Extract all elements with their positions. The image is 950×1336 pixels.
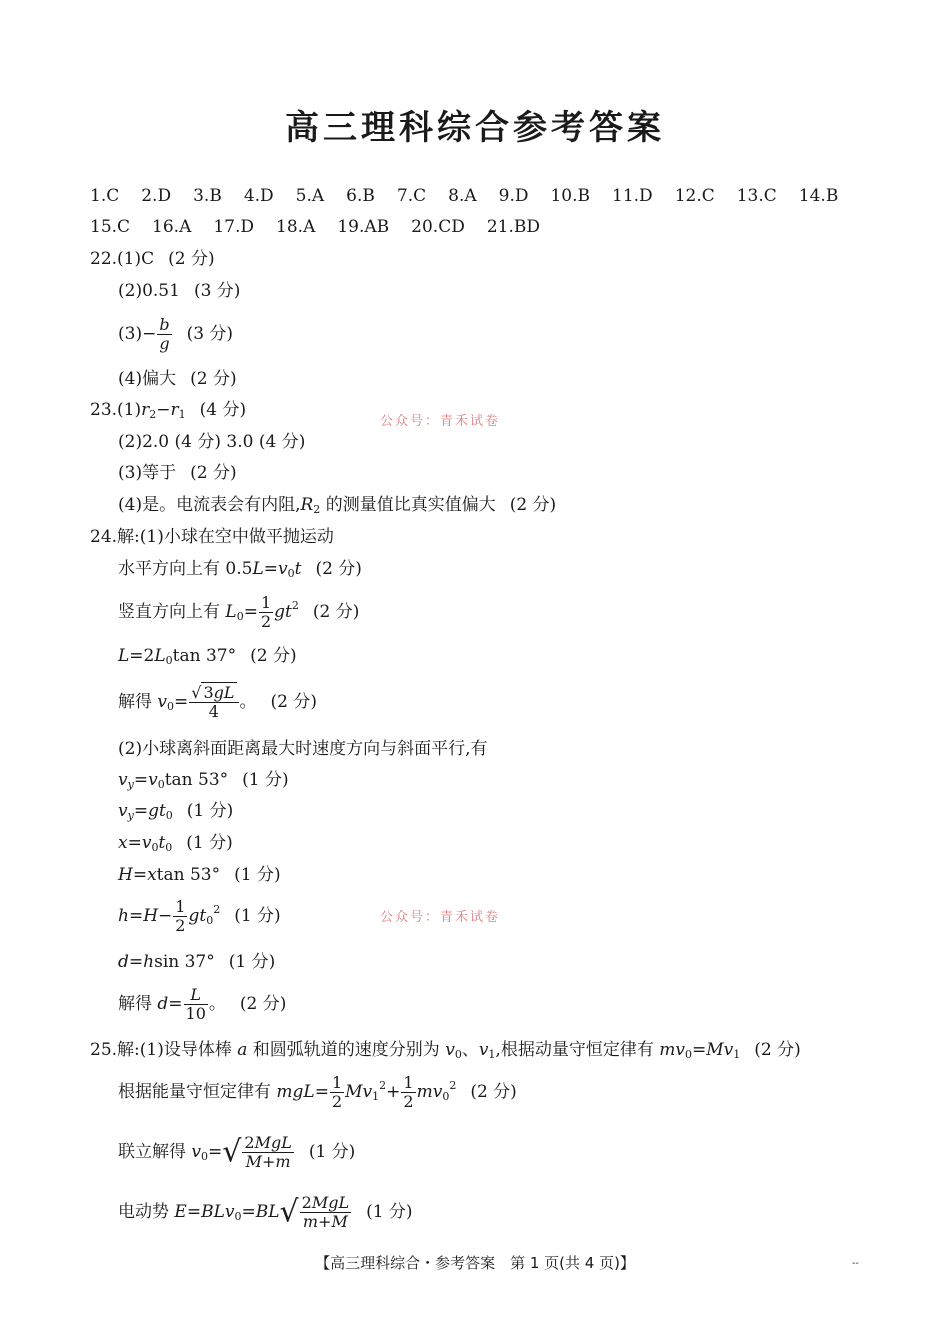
mc-answer: 11.D: [612, 186, 653, 206]
mc-answer: 7.C: [396, 186, 427, 206]
q22-part2: (2)0.51 (3 分): [118, 281, 241, 301]
page-title: 高三理科综合参考答案: [285, 108, 665, 148]
q23-part2: (2)2.0 (4 分) 3.0 (4 分): [118, 432, 306, 452]
q24-eq-d: d=hsin 37° (1 分): [118, 952, 276, 972]
q24-eq-vy1: $v_y=v_0\tan$ 53° (1 分): [118, 770, 289, 791]
mc-answer: 16.A: [152, 217, 192, 237]
score: (2 分): [239, 994, 287, 1014]
mc-answer: 3.B: [193, 186, 222, 206]
q23-part1: $23.(1)r_2-r_1$ (4 分): [90, 400, 247, 421]
q24-eq-h: h=H− $\frac{1}{2}$ $gt_0^2$ (1 分): [118, 897, 281, 935]
q25-energy: 根据能量守恒定律有 mgL= $\frac{1}{2}$ $Mv_1^2+$ $\frac{1}{2}$ $mv_0^2$ (2 分): [118, 1073, 517, 1111]
score: (2 分): [270, 692, 318, 712]
mc-answer: 19.AB: [337, 217, 390, 237]
q22-part3: (3)− $\frac{b}{g}$ (3 分): [118, 315, 234, 353]
fraction: $\frac{1}{2}$: [403, 1073, 414, 1111]
mc-answer: 9.D: [498, 186, 529, 206]
score: (2 分): [470, 1082, 517, 1102]
score: (1 分): [234, 906, 281, 926]
fraction: $\frac{√ 3gL}{4}$: [189, 684, 238, 721]
q24-eq-x: $x=v_0t_0$ (1 分): [118, 833, 233, 854]
q24-result-d: 解得 d= $\frac{L}{10}$ 。 (2 分): [118, 985, 287, 1023]
fraction: $\frac{L}{10}$: [185, 985, 206, 1023]
fraction: $\frac{b}{g}$: [159, 315, 170, 353]
score: (3 分): [186, 324, 234, 344]
score: (2 分): [168, 249, 215, 269]
square-root: √ $\frac{\text{2MgL}}{m+M}$: [279, 1193, 350, 1231]
mc-answer: 13.C: [736, 186, 777, 206]
footer-mark: --: [852, 1258, 859, 1269]
score: (3 分): [193, 281, 241, 301]
score: (2 分): [754, 1040, 801, 1060]
mc-answer: 8.A: [448, 186, 477, 206]
q24-eq-H: H=xtan 53° (1 分): [118, 865, 281, 885]
watermark: 公众号：青禾试卷: [380, 414, 501, 429]
q24-eq-length: $L=2L_0\tan$ 37° (2 分): [118, 646, 297, 667]
score: (2 分): [312, 602, 360, 622]
mc-answer: 2.D: [141, 186, 172, 206]
mc-answer: 1.C: [90, 186, 120, 206]
score: (4 分): [199, 400, 247, 420]
page-footer: 【高三理科综合・参考答案 第 1 页(共 4 页)】: [315, 1254, 635, 1272]
score: (2 分): [250, 646, 297, 666]
fraction: $\frac{1}{2}$: [331, 1073, 343, 1111]
q25-momentum: 25.解:(1)设导体棒 a 和圆弧轨道的速度分别为 $v_0$、$v_1$,根据动量守恒定律有 $mv_0=Mv_1$ (2 分): [90, 1040, 801, 1061]
q23-part4: (4)是。电流表会有内阻$,R_2$ 的测量值比真实值偏大 (2 分): [118, 495, 557, 516]
mc-answer: 5.A: [295, 186, 325, 206]
mc-answer: 17.D: [213, 217, 255, 237]
mc-answer: 15.C: [90, 217, 131, 237]
mc-answer: 6.B: [346, 186, 375, 206]
q22-part4: (4)偏大 (2 分): [118, 369, 237, 389]
q24-part2-heading: (2)小球离斜面距离最大时速度方向与斜面平行,有: [118, 739, 488, 759]
watermark: 公众号：青禾试卷: [380, 910, 501, 925]
mc-answer: 18.A: [276, 217, 316, 237]
score: (1 分): [234, 865, 281, 885]
score: (1 分): [186, 833, 233, 853]
score: (1 分): [186, 801, 234, 821]
q24-eq-horizontal: 水平方向上有 $0.5L=v_0t$ (2 分): [118, 559, 362, 580]
mc-answer: 4.D: [243, 186, 274, 206]
fraction: $\frac{1}{2}$: [175, 897, 186, 935]
q25-result-v0: 联立解得 $v_0=√$ $\frac{\text{2MgL}}{M+m}$ (1 分): [118, 1133, 356, 1171]
score: (1 分): [308, 1142, 356, 1162]
square-root: √ $\frac{\text{2MgL}}{M+m}$: [222, 1133, 292, 1171]
score: (1 分): [366, 1202, 413, 1222]
fraction: $\frac{1}{2}$: [260, 593, 272, 631]
mc-answer: 20.CD: [411, 217, 465, 237]
q24-result-v0: 解得 $v_0=$ $\frac{√ 3gL}{4}$ 。 (2 分): [118, 683, 318, 721]
mc-answer: 14.B: [798, 186, 839, 206]
score: (2 分): [509, 495, 557, 515]
q24-eq-vertical: 竖直方向上有 $L_0=$ $\frac{1}{2}$ $gt^2$ (2 分): [118, 593, 360, 631]
q22-part1: 22.(1)C (2 分): [90, 249, 215, 269]
score: (1 分): [242, 770, 289, 790]
mc-answer: 10.B: [550, 186, 591, 206]
score: (2 分): [190, 369, 237, 389]
score: (2 分): [190, 463, 237, 483]
score: (1 分): [228, 952, 276, 972]
mc-answer: 21.BD: [486, 217, 541, 237]
mc-answers-row-2: [90, 216, 562, 238]
score: (2 分): [315, 559, 362, 579]
mc-answers-row-1: [90, 185, 860, 207]
q24-eq-vy2: $v_y=gt_0$ (1 分): [118, 801, 234, 822]
q25-emf: 电动势 E=BLv$_0$=BL√ $\frac{\text{2MgL}}{m+M}$ (1 分): [118, 1193, 413, 1231]
q24-heading: 24.解:(1)小球在空中做平抛运动: [90, 527, 334, 547]
q23-part3: (3)等于 (2 分): [118, 463, 237, 483]
mc-answer: 12.C: [674, 186, 715, 206]
